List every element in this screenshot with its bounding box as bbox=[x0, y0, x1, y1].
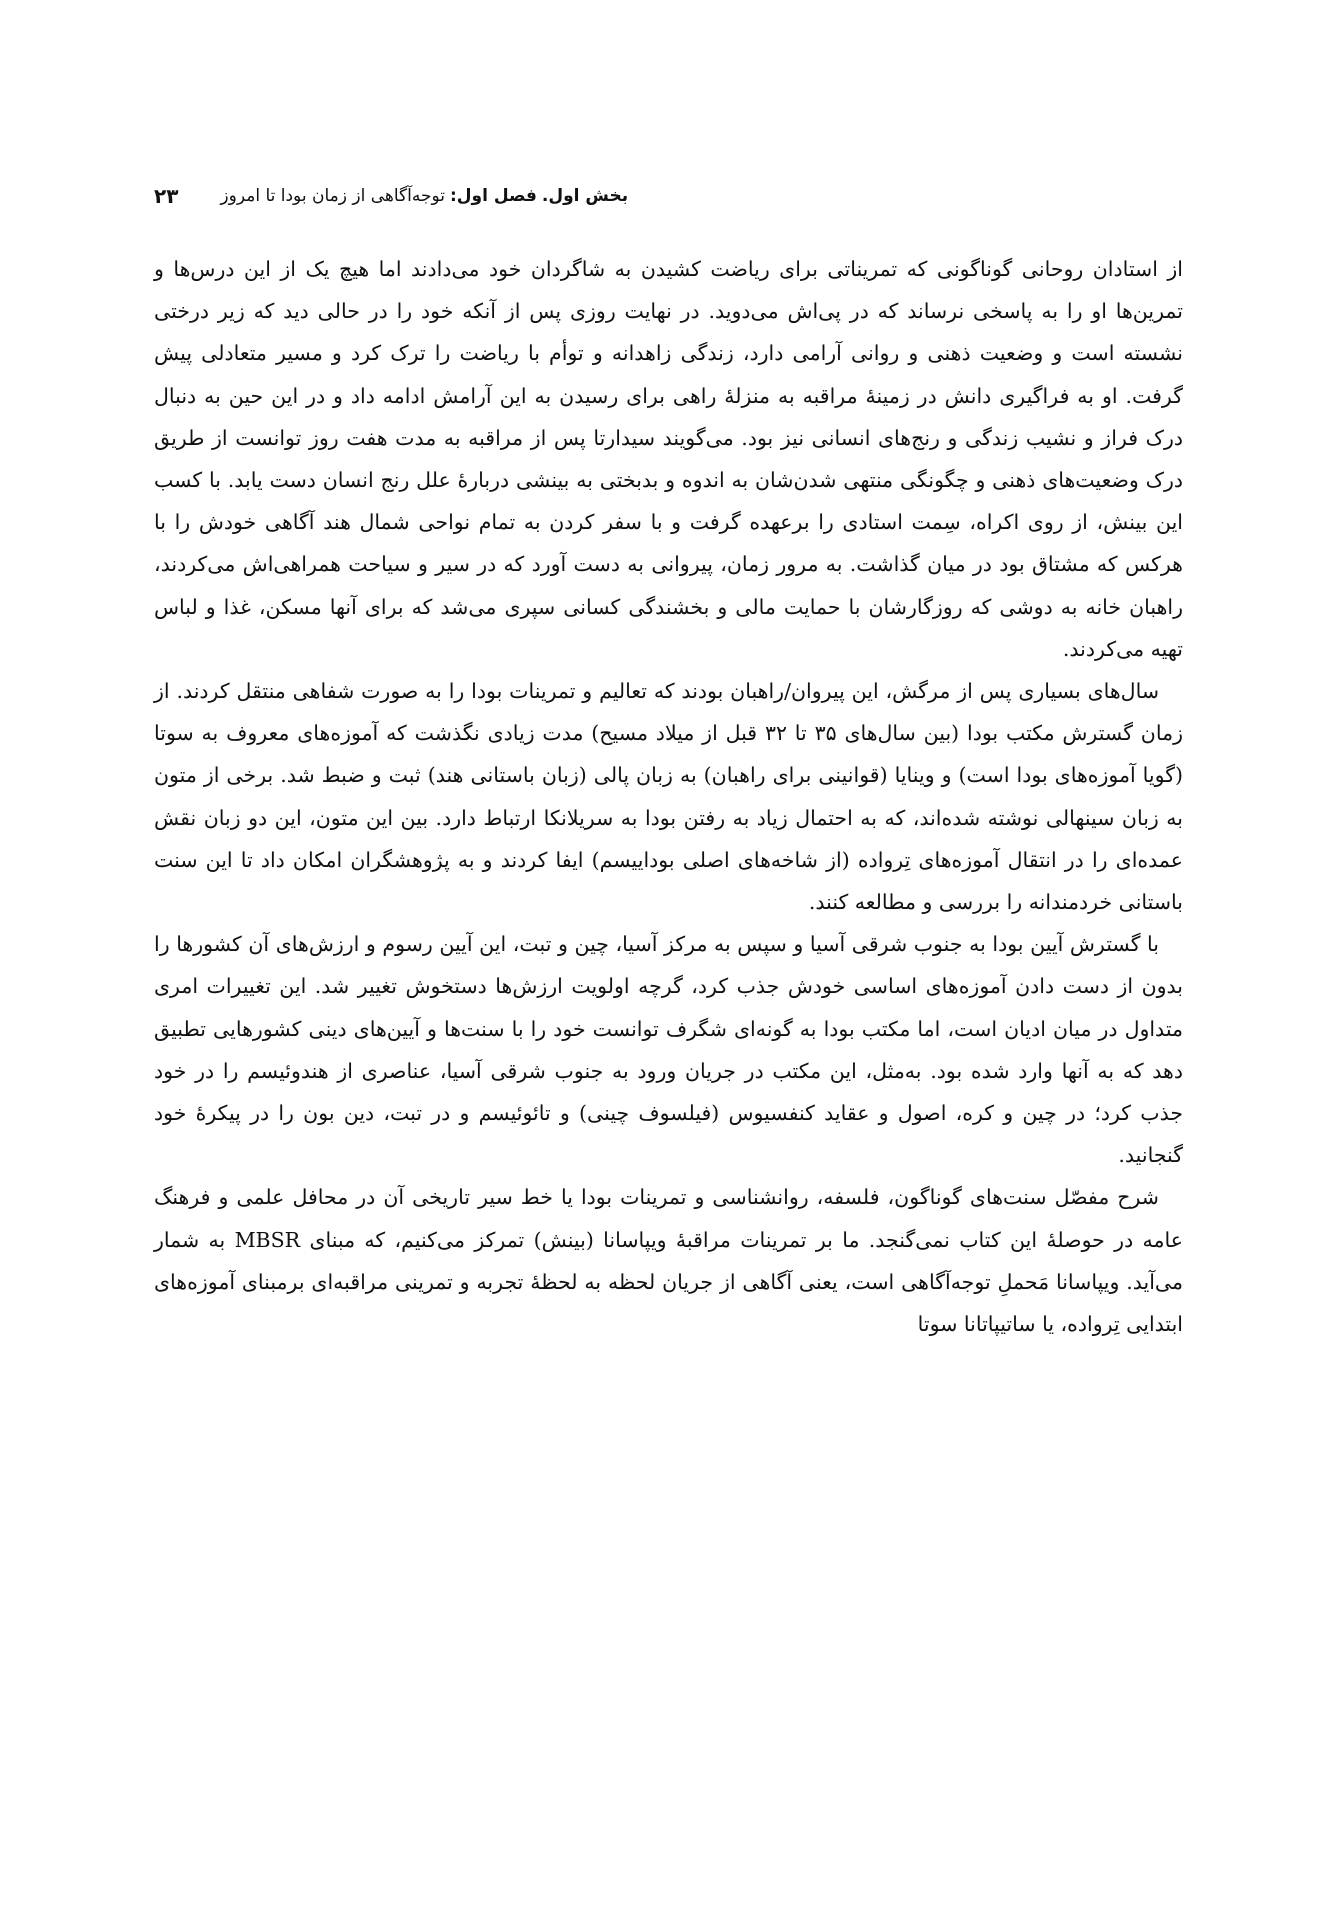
header-title bbox=[220, 186, 628, 206]
paragraph-4: شرح مفصّل سنت‌های گوناگون، فلسفه، روانشناسی و تمرینات بودا یا خط سیر تاریخی آن در محافل علمی و فرهنگ عامه در حوصلهٔ این کتاب نمی‌گنجد. ما بر تمرینات مراقبهٔ ویپاسانا (بینش) تمرکز می‌کنیم، که مبنای MBSR به شمار می‌آید. ویپاسانا مَحملِ توجه‌آگاهی است، یعنی آگاهی از جریان لحظه به لحظهٔ تجربه و تمرینی مراقبه‌ای برمبنای آموزه‌های ابتدایی تِرواده، یا ساتیپاتانا سوتا bbox=[154, 1185, 1183, 1337]
header-part-label: بخش اول. bbox=[541, 186, 629, 206]
running-header bbox=[154, 176, 1183, 216]
header-chapter-label: فصل اول: bbox=[449, 186, 537, 206]
paragraph-3: با گسترش آیین بودا به جنوب شرقی آسیا و سپس به مرکز آسیا، چین و تبت، این آیین رسوم و ارزش‌های آن کشورها را بدون از دست دادن آموزه‌های اساسی خودش جذب کرد، گرچه اولویت ارزش‌ها دستخوش تغییر شد. این تغییرات امری متداول در میان ادیان است، اما مکتب بودا به گونه‌ای شگرف توانست خود را با سنت‌ها و آیین‌های دینی کشورهایی تطبیق دهد که به آنها وارد شده بود. به‌مثل، این مکتب در جریان ورود به جنوب شرقی آسیا، عناصری از هندوئیسم را در خود جذب کرد؛ در چین و کره، اصول و عقاید کنفسیوس (فیلسوف چینی) و تائوئیسم و در تبت، دین بون را در پیکرهٔ خود گنجانید. bbox=[154, 932, 1183, 1168]
body-text bbox=[154, 248, 1183, 1345]
page-number: ۲۳ bbox=[154, 184, 179, 208]
paragraph-1: از استادان روحانی گوناگونی که تمریناتی برای ریاضت کشیدن به شاگردان خود می‌دادند اما هیچ یک از این درس‌ها و تمرین‌ها او را به پاسخی نرساند که در پی‌اش می‌دوید. در نهایت روزی پس از آنکه خود را در حالی دید که زیر درختی نشسته است و وضعیت ذهنی و روانی آرامی دارد، زندگی زاهدانه و توأم با ریاضت را ترک کرد و مسیر متعادلی پیش گرفت. او به فراگیری دانش در زمینهٔ مراقبه به منزلهٔ راهی برای رسیدن به این آرامش ادامه داد و در این حین به دنبال درک فراز و نشیب زندگی و رنج‌های انسانی نیز بود. می‌گویند سیدارتا پس از مراقبه به مدت هفت روز توانست از طریق درک وضعیت‌های ذهنی و چگونگی منتهی شدن‌شان به اندوه و بدبختی به بینشی دربارهٔ علل رنج انسان دست یابد. با کسب این بینش، از روی اکراه، سِمت استادی را برعهده گرفت و با سفر کردن به تمام نواحی شمال هند آگاهی خودش را با هرکس که مشتاق بود در میان گذاشت. به مرور زمان، پیروانی به دست آورد که در سیر و سیاحت همراهی‌اش می‌کردند، راهبان خانه به دوشی که روزگارشان با حمایت مالی و بخشندگی کسانی سپری می‌شد که برای آنها مسکن، غذا و لباس تهیه می‌کردند. bbox=[154, 257, 1183, 661]
header-subtitle: توجه‌آگاهی از زمان بودا تا امروز bbox=[220, 186, 445, 206]
paragraph-2: سال‌های بسیاری پس از مرگش، این پیروان/راهبان بودند که تعالیم و تمرینات بودا را به صورت شفاهی منتقل کردند. از زمان گسترش مکتب بودا (بین سال‌های ۳۵ تا ۳۲ قبل از میلاد مسیح) مدت زیادی نگذشت که آموزه‌های معروف به سوتا (گویا آموزه‌های بودا است) و وینایا (قوانینی برای راهبان) به زبان پالی (زبان باستانی هند) ثبت و ضبط شد. برخی از متون به زبان سینهالی نوشته شده‌اند، که به احتمال زیاد به رفتن بودا به سریلانکا ارتباط دارد. بین این متون، این دو زبان نقش عمده‌ای را در انتقال آموزه‌های تِرواده (از شاخه‌های اصلی بوداییسم) ایفا کردند و به پژوهشگران امکان داد تا این سنت باستانی خردمندانه را بررسی و مطالعه کنند. bbox=[154, 679, 1183, 915]
